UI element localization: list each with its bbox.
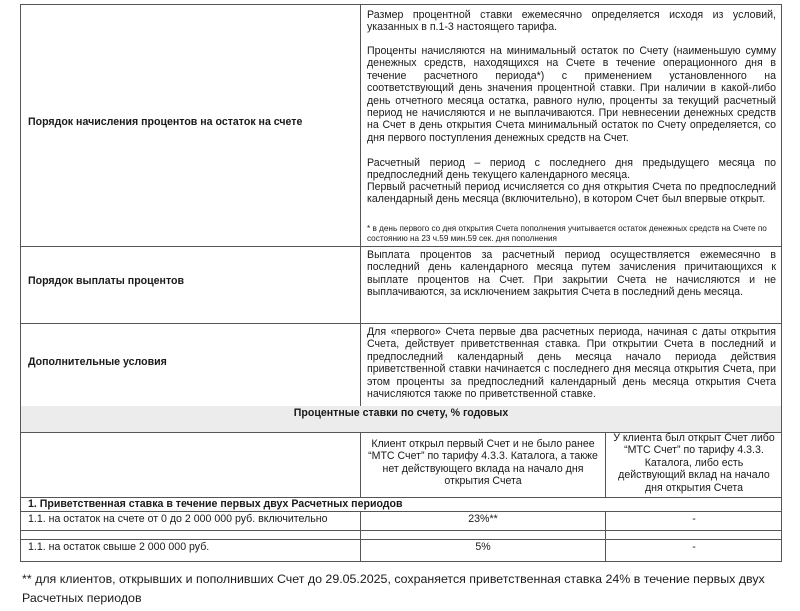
rate-row-label: 1.1. на остаток на счете от 0 до 2 000 000 руб. включительно — [28, 513, 328, 525]
column-divider — [605, 432, 606, 497]
row-divider — [20, 530, 782, 531]
row-divider — [20, 539, 782, 540]
rate-row-value-first: 5% — [475, 541, 491, 553]
column-divider — [360, 432, 361, 497]
welcome-rate-title: 1. Приветственная ставка в течение первых двух Расчетных периодов — [28, 498, 403, 510]
interest-order-paragraph-3: Расчетный период – период с последнего дня предыдущего месяца по предпоследний день текущего календарного месяца. — [367, 157, 776, 182]
payout-order-text: Выплата процентов за расчетный период осуществляется ежемесячно в последний день календарного месяца путем зачисления причитающихся к выплате процентов на Счет. При закрытии Счета не начисляются и не выплачиваются, за исключением закрытия Счета в последний день месяца. — [367, 249, 776, 299]
rates-column-existing-account: У клиента был открыт Счет либо “МТС Счет” по тарифу 4.3.3. Каталога, либо есть действующий вклад на начало дня открытия Счета — [613, 432, 775, 494]
extra-conditions-label: Дополнительные условия — [28, 356, 167, 368]
interest-order-paragraph-1: Размер процентной ставки ежемесячно определяется исходя из условий, указанных в п.1-3 настоящего тарифа. — [367, 9, 776, 34]
rate-row-value-existing: - — [692, 513, 696, 525]
interest-order-label: Порядок начисления процентов на остаток на счете — [28, 116, 303, 128]
footnote: ** для клиентов, открывших и пополнивших Счет до 29.05.2025, сохраняется приветственная ставка 24% в течение первых двух Расчетных периодов — [22, 572, 765, 605]
column-divider — [360, 4, 361, 406]
rate-row-label: 1.1. на остаток свыше 2 000 000 руб. — [28, 541, 210, 553]
rates-section-title: Процентные ставки по счету, % годовых — [293, 407, 509, 419]
row-divider — [20, 323, 782, 324]
rate-row-value-first: 23%** — [468, 513, 498, 525]
rate-row-value-existing: - — [692, 541, 696, 553]
rates-column-first-account: Клиент открыл первый Счет и не было ранее “МТС Счет” по тарифу 4.3.3. Каталога, а также нет действующего вклада на начало дня открытия Счета — [368, 438, 598, 488]
payout-order-label: Порядок выплаты процентов — [28, 275, 184, 287]
row-divider — [20, 511, 782, 512]
interest-order-note: * в день первого со дня открытия Счета пополнения учитывается остаток денежных средств на Счете по состоянию на 23 ч.59 мин.59 сек. дня пополнения — [367, 224, 767, 243]
extra-conditions-text: Для «первого» Счета первые два расчетных периода, начиная с даты открытия Счета, действует приветственная ставка. При открытии Счета в последний и предпоследний календарный день месяца начало периода действия приветственной ставки начинается с последнего дня месяца открытия Счета, при этом проценты за предпоследний календарный день месяца открытия Счета начисляются также по приветственной ставке. — [367, 326, 776, 401]
row-divider — [20, 246, 782, 247]
interest-order-paragraph-4: Первый расчетный период исчисляется со дня открытия Счета по предпоследний календарный день месяца (включительно), в котором Счет был впервые открыт. — [367, 181, 776, 206]
interest-order-paragraph-2: Проценты начисляются на минимальный остаток по Счету (наименьшую сумму денежных средств, находящихся на Счете в течение операционного дня в течение расчетного периода*) с применением установленного на соответствующий день значения процентной ставки. При наличии в какой-либо день отчетного месяца остатка, равного нулю, проценты за текущий расчетный период не начисляются и не выплачиваются. При невнесении денежных средств на Счет в день открытия Счета минимальный остаток по Счету определяется, со дня первого поступления денежных средств на Счет. — [367, 45, 776, 144]
